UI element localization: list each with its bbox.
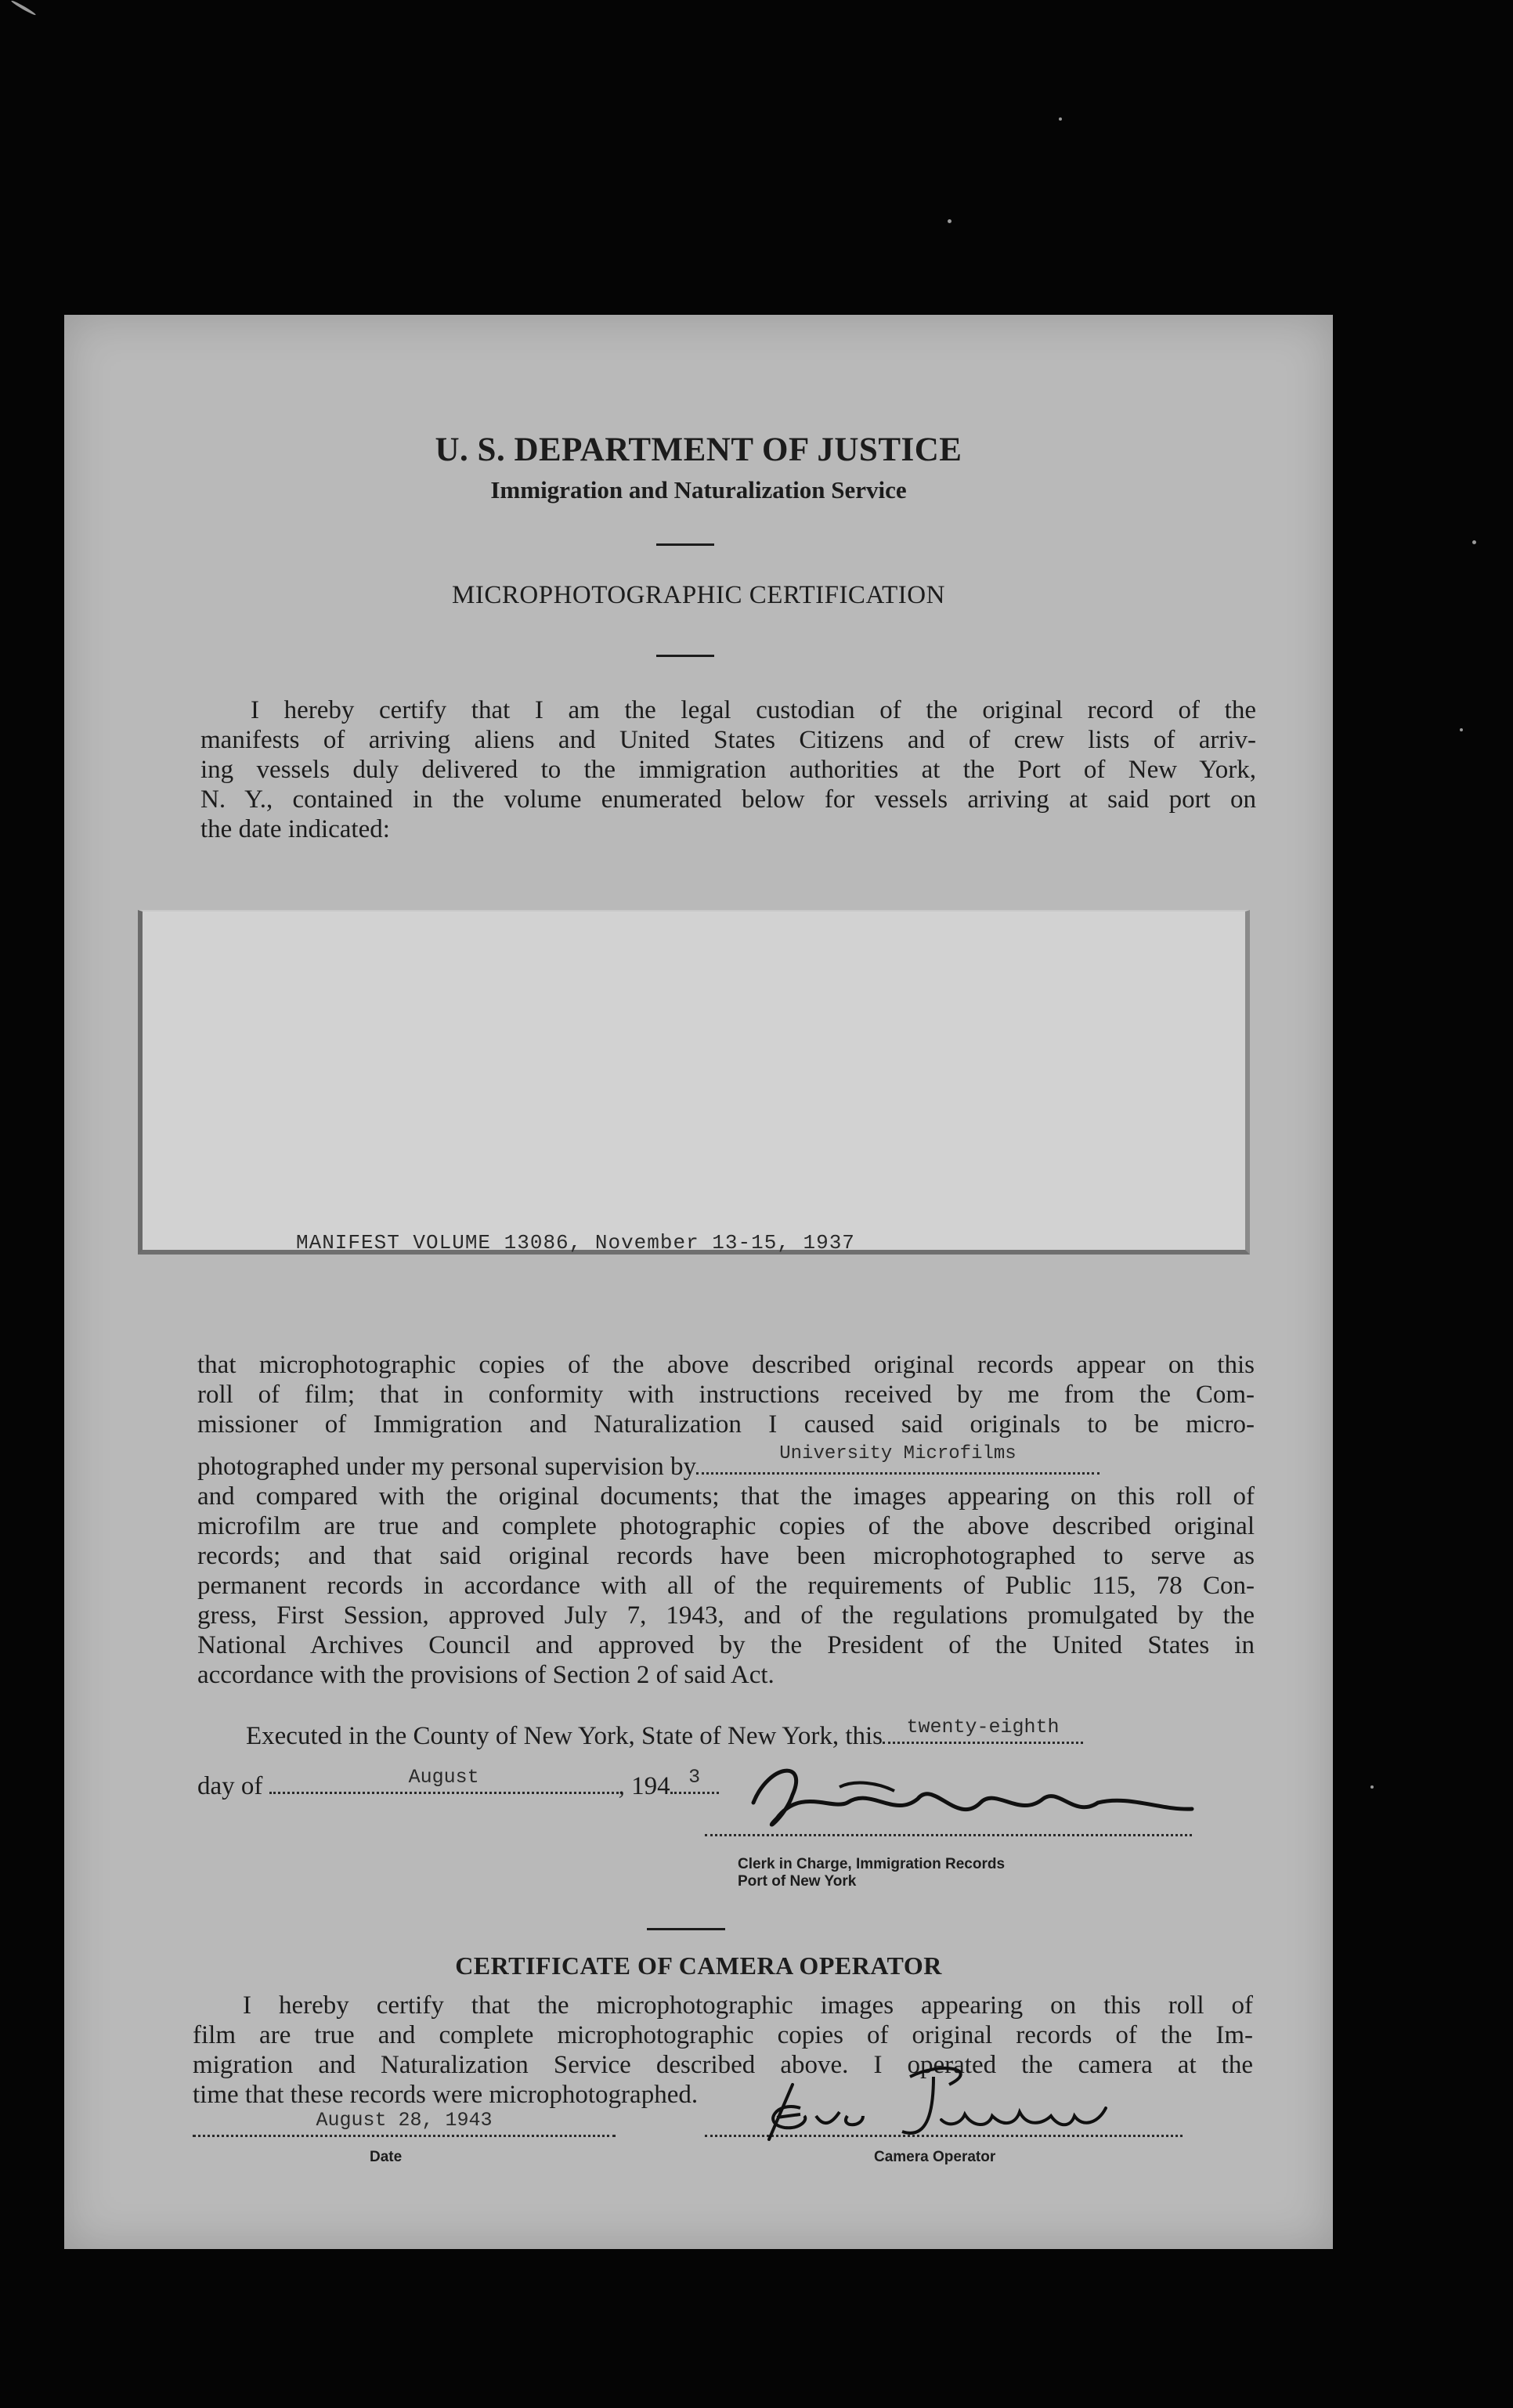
film-speck: [948, 219, 951, 223]
photographer-field: [696, 1443, 1100, 1475]
intro-line: N. Y., contained in the volume enumerated below for vessels arriving at said port on: [200, 785, 1256, 814]
certificate-page: [64, 315, 1333, 2249]
camera-date-field: [193, 2108, 616, 2137]
executed-prefix: Executed in the County of New York, State of New York, this: [246, 1722, 883, 1750]
intro-line: I hereby certify that I am the legal custodian of the original record of the: [251, 696, 1256, 724]
clerk-title: Clerk in Charge, Immigration Records: [738, 1856, 1006, 1872]
camera-date-value: August 28, 1943: [316, 2109, 493, 2132]
intro-paragraph: [200, 695, 1256, 844]
manifest-box: [138, 910, 1250, 1255]
body-line: missioner of Immigration and Naturalization I caused said originals to be micro-: [197, 1410, 1255, 1439]
manifest-volume-text: MANIFEST VOLUME 13086, November 13-15, 1937: [296, 1231, 855, 1255]
day-field: [883, 1715, 1083, 1744]
camera-certificate-title: CERTIFICATE OF CAMERA OPERATOR: [455, 1951, 942, 1980]
divider: [656, 655, 714, 657]
film-speck: [10, 0, 36, 16]
date-label: Date: [370, 2149, 403, 2165]
month-value: August: [408, 1766, 479, 1789]
service-subheading: Immigration and Naturalization Service: [490, 476, 907, 504]
month-field: [269, 1765, 619, 1794]
body-line: accordance with the provisions of Section 2 of said Act.: [197, 1661, 775, 1689]
camera-line: I hereby certify that the microphotographic images appearing on this roll of: [243, 1991, 1253, 2020]
operator-label: Camera Operator: [874, 2149, 996, 2165]
year-suffix: 3: [688, 1766, 701, 1789]
intro-line: ing vessels duly delivered to the immigration authorities at the Port of New York,: [200, 756, 1256, 784]
intro-line: manifests of arriving aliens and United States Citizens and of crew lists of arriv-: [200, 726, 1256, 754]
day-value: twenty-eighth: [906, 1716, 1060, 1738]
film-speck: [1472, 540, 1476, 544]
date-line: [197, 1765, 719, 1801]
body-line: records; and that said original records have been microphotographed to serve as: [197, 1542, 1255, 1570]
photographed-prefix: photographed under my personal supervision by: [197, 1453, 696, 1481]
body-line: and compared with the original documents; that the images appearing on this roll of: [197, 1482, 1255, 1511]
day-of-label: day of: [197, 1772, 263, 1800]
film-speck: [1460, 728, 1463, 731]
department-heading: U. S. DEPARTMENT OF JUSTICE: [435, 431, 962, 468]
body-line: National Archives Council and approved by the President of the United States in: [197, 1631, 1255, 1659]
body-line: microfilm are true and complete photographic copies of the above described original: [197, 1512, 1255, 1540]
year-field: [670, 1765, 719, 1794]
executed-line: [246, 1715, 1083, 1751]
divider: [647, 1928, 725, 1930]
clerk-office: Port of New York: [738, 1873, 857, 1890]
photographer-value: University Microfilms: [779, 1443, 1016, 1464]
film-speck: [1059, 117, 1062, 121]
clerk-signature: [722, 1756, 1192, 1850]
body-line: roll of film; that in conformity with instructions received by me from the Com-: [197, 1381, 1255, 1409]
body-paragraph: [197, 1350, 1255, 1690]
body-line: [197, 1443, 1255, 1482]
camera-line: film are true and complete microphotographic copies of original records of the Im-: [193, 2021, 1253, 2049]
year-prefix: , 194: [618, 1772, 670, 1800]
divider: [656, 543, 714, 546]
film-speck: [1370, 1785, 1374, 1789]
body-line: permanent records in accordance with all of the requirements of Public 115, 78 Con-: [197, 1572, 1255, 1600]
operator-signature: [753, 2053, 1114, 2147]
intro-line: the date indicated:: [200, 815, 390, 843]
certification-title: MICROPHOTOGRAPHIC CERTIFICATION: [452, 581, 945, 609]
body-line: that microphotographic copies of the above described original records appear on this: [197, 1351, 1255, 1379]
camera-line: migration and Naturalization Service described above. I operated the camera at the: [193, 2051, 1253, 2079]
camera-line: time that these records were microphotographed.: [193, 2081, 699, 2109]
body-line: gress, First Session, approved July 7, 1943, and of the regulations promulgated by the: [197, 1601, 1255, 1630]
